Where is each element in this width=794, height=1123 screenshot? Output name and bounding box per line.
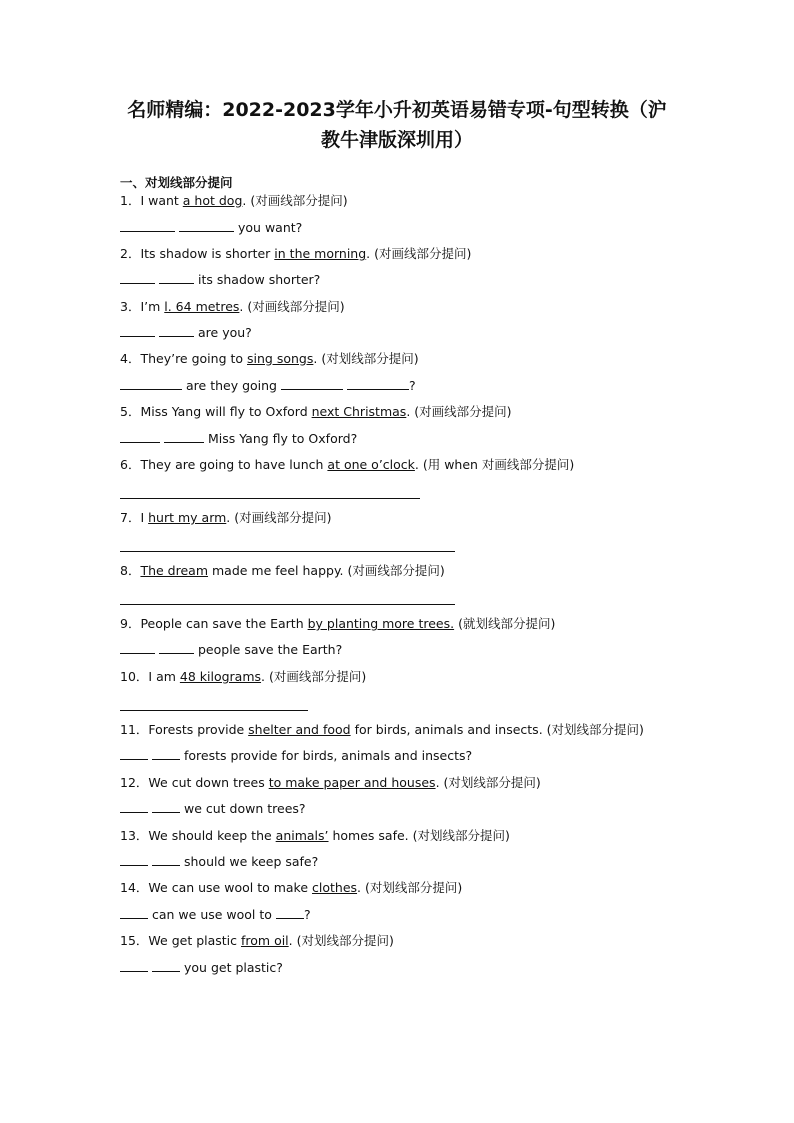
answer-blank[interactable]: [120, 642, 155, 654]
answer-5: Miss Yang fly to Oxford?: [120, 430, 357, 448]
answer-blank[interactable]: [152, 960, 180, 972]
answer-2: its shadow shorter?: [120, 271, 320, 289]
underlined-part: from oil: [241, 933, 289, 948]
answer-line-10[interactable]: [120, 710, 308, 711]
underlined-part: hurt my arm: [148, 510, 227, 525]
underlined-part: at one o’clock: [327, 457, 415, 472]
answer-blank[interactable]: [164, 431, 204, 443]
answer-blank[interactable]: [276, 907, 304, 919]
underlined-part: The dream: [140, 563, 209, 578]
question-8: 8．The dream made me feel happy. (对画线部分提问): [120, 563, 445, 578]
underlined-part: next Christmas: [311, 404, 407, 419]
underlined-part: by planting more trees.: [307, 616, 455, 631]
question-10: 10．I am 48 kilograms. (对画线部分提问): [120, 669, 367, 684]
question-4: 4．They’re going to sing songs. (对划线部分提问): [120, 351, 419, 366]
answer-blank[interactable]: [152, 854, 180, 866]
answer-line-6[interactable]: [120, 498, 420, 499]
answer-blank[interactable]: [120, 801, 148, 813]
answer-blank[interactable]: [159, 325, 194, 337]
answer-blank[interactable]: [159, 272, 194, 284]
title-line-2: 教牛津版深圳用）: [320, 129, 473, 151]
underlined-part: animals’: [275, 828, 329, 843]
answer-blank[interactable]: [120, 325, 155, 337]
document-title: [100, 95, 694, 155]
answer-blank[interactable]: [281, 378, 343, 390]
answer-blank[interactable]: [152, 801, 180, 813]
answer-blank[interactable]: [120, 272, 155, 284]
underlined-part: 48 kilograms: [179, 669, 262, 684]
answer-blank[interactable]: [120, 960, 148, 972]
question-6: 6．They are going to have lunch at one o’clock. (用 when 对画线部分提问): [120, 457, 575, 472]
answer-blank[interactable]: [120, 854, 148, 866]
question-15: 15．We get plastic from oil. (对划线部分提问): [120, 933, 394, 948]
answer-13: should we keep safe?: [120, 853, 318, 871]
answer-blank[interactable]: [120, 907, 148, 919]
question-2: 2．Its shadow is shorter in the morning. (对画线部分提问): [120, 246, 472, 261]
question-14: 14．We can use wool to make clothes. (对划线部分提问): [120, 880, 463, 895]
question-13: 13．We should keep the animals’ homes safe. (对划线部分提问): [120, 828, 510, 843]
answer-4: are they going ?: [120, 377, 416, 395]
answer-blank[interactable]: [120, 748, 148, 760]
underlined-part: in the morning: [274, 246, 367, 261]
underlined-part: l. 64 metres: [164, 299, 240, 314]
answer-blank[interactable]: [120, 431, 160, 443]
answer-blank[interactable]: [152, 748, 180, 760]
answer-1: you want?: [120, 219, 302, 237]
answer-line-8[interactable]: [120, 604, 455, 605]
answer-12: we cut down trees?: [120, 800, 306, 818]
question-1: 1．I want a hot dog. (对画线部分提问): [120, 193, 348, 208]
answer-15: you get plastic?: [120, 959, 283, 977]
answer-14: can we use wool to ?: [120, 906, 311, 924]
answer-3: are you?: [120, 324, 252, 342]
question-12: 12．We cut down trees to make paper and houses. (对划线部分提问): [120, 775, 541, 790]
answer-blank[interactable]: [120, 378, 182, 390]
question-5: 5．Miss Yang will fly to Oxford next Christmas. (对画线部分提问): [120, 404, 512, 419]
underlined-part: shelter and food: [248, 722, 351, 737]
question-11: 11．Forests provide shelter and food for birds, animals and insects. (对划线部分提问): [120, 722, 644, 737]
answer-9: people save the Earth?: [120, 641, 342, 659]
underlined-part: to make paper and houses: [268, 775, 436, 790]
underlined-part: clothes: [312, 880, 358, 895]
answer-11: forests provide for birds, animals and insects?: [120, 747, 472, 765]
title-line-1: 名师精编：2022-2023学年小升初英语易错专项-句型转换（沪: [127, 99, 667, 121]
underlined-part: sing songs: [247, 351, 314, 366]
answer-blank[interactable]: [159, 642, 194, 654]
question-3: 3．I’m l. 64 metres. (对画线部分提问): [120, 299, 345, 314]
answer-blank[interactable]: [120, 220, 175, 232]
section-heading: 一、对划线部分提问: [120, 175, 233, 190]
question-7: 7．I hurt my arm. (对画线部分提问): [120, 510, 332, 525]
answer-blank[interactable]: [179, 220, 234, 232]
answer-line-7[interactable]: [120, 551, 455, 552]
underlined-part: a hot dog: [182, 193, 243, 208]
question-9: 9．People can save the Earth by planting more trees. (就划线部分提问): [120, 616, 556, 631]
answer-blank[interactable]: [347, 378, 409, 390]
